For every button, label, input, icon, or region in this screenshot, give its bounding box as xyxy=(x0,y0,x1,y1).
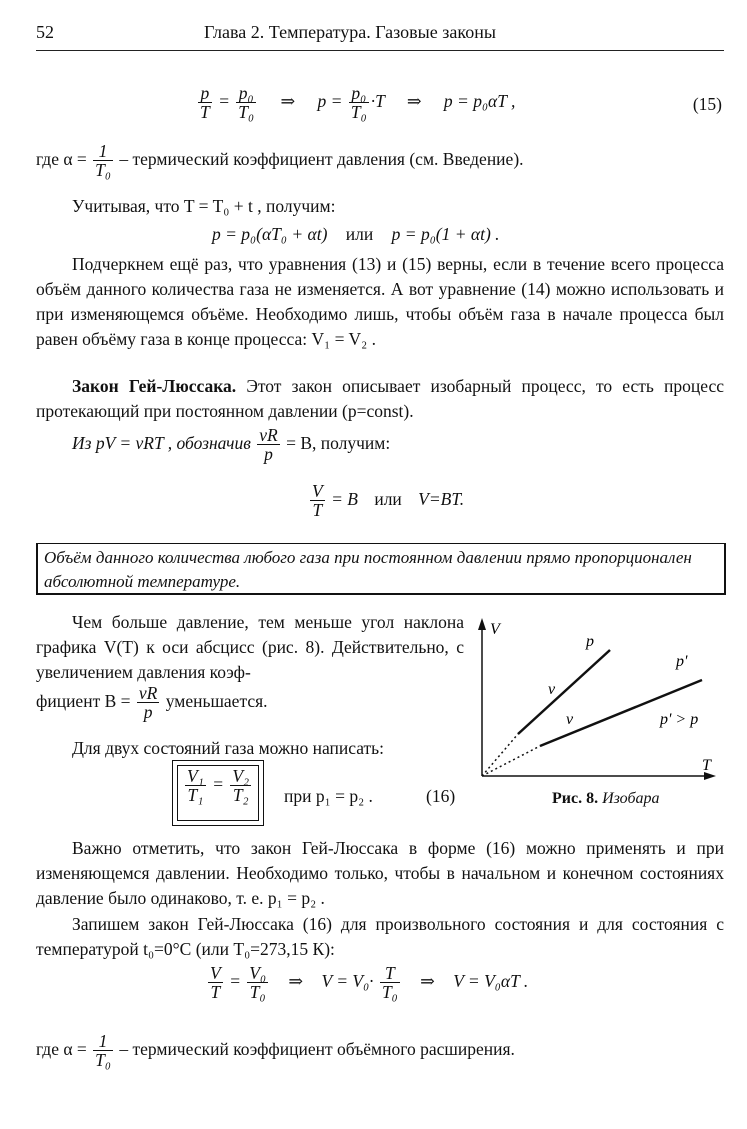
rule-box xyxy=(36,543,726,595)
equation-volume: $\frac{V}{T}$ = $\frac{\text{V₀}}{\text{T₀}}$ ⇒ V = V₀· $\frac{T}{\text{T₀}}$ ⇒ V = V₀αT . xyxy=(210,963,529,1003)
equation-vt: $\frac{V}{T}$ = B или V=BT. xyxy=(312,481,465,521)
fraction: $\frac{\text{V₂}}{\text{T₂}}$ xyxy=(232,766,250,806)
fraction: $\frac{1}{\text{T₀}}$ xyxy=(95,141,111,181)
alpha-definition: где α = $\frac{1}{\text{T₀}}$ – термический коэффициент объёмного расширения. xyxy=(36,1031,515,1071)
fraction: $\frac{\nu R}{p}$ xyxy=(259,425,278,465)
line-p xyxy=(518,650,610,734)
gay-lussac-intro: Закон Гей-Люссака. Этот закон описывает изобарный процесс, то есть процесс протекающий при постоянном давлении (p=const). xyxy=(36,376,724,421)
alpha-definition: где α = $\frac{1}{\text{T₀}}$ – термический коэффициент давления (см. Введение). xyxy=(36,141,524,181)
paragraph-emphasize: Подчеркнем ещё раз, что уравнения (13) и (15) верны, если в течение всего процесса объём данного количества газа не изменяется. А вот уравнение (14) можно использовать и при изменяющемся объёме. Необходимо лишь, чтобы объём газа в начале процесса был равен объёму газа в конце процесса: V₁ = V₂ . xyxy=(36,254,724,349)
equation-number: (16) xyxy=(426,786,456,806)
two-states-line: Для двух состояний газа можно написать: xyxy=(72,738,385,758)
label-nu: ν xyxy=(566,711,574,728)
considering-line: Учитывая, что T = T₀ + t , получим: xyxy=(72,196,336,216)
fraction: $\frac{1}{\text{T₀}}$ xyxy=(95,1031,111,1071)
fraction: $\frac{\text{p₀}}{\text{T₀}}$ xyxy=(350,83,367,123)
paragraph-slope: Чем больше давление, тем меньше угол наклона графика V(T) к оси абсцисс (рис. 8). Действительно, с увеличением давления коэф- xyxy=(36,612,464,682)
equation-number: (15) xyxy=(692,94,722,114)
line-p-prime-extrapolation xyxy=(482,746,540,776)
figure-isobar xyxy=(470,616,720,796)
fraction: $\frac{\text{p₀}}{\text{T₀}}$ xyxy=(238,83,255,123)
paragraph-important: Важно отметить, что закон Гей-Люссака в форме (16) можно применять и при изменяющемся давлении. Необходимо только, чтобы в начальном и конечном состояниях давление было одинаково, т. е. p₁ = p₂ . xyxy=(36,838,724,908)
equation-16-condition: при p₁ = p₂ . xyxy=(284,786,373,806)
fraction: $\frac{\text{V₀}}{\text{T₀}}$ xyxy=(249,963,267,1003)
chapter-title: Глава 2. Температура. Газовые законы xyxy=(204,22,496,42)
fraction: $\frac{\text{V₁}}{\text{T₁}}$ xyxy=(187,766,204,806)
label-p: p xyxy=(586,633,594,650)
page-header xyxy=(36,20,724,51)
label-nu: ν xyxy=(548,681,556,698)
label-p-prime: p' xyxy=(676,653,688,670)
coefficient-line: фициент B = $\frac{\nu R}{p}$ уменьшается. xyxy=(36,683,268,723)
fraction: $\frac{V}{T}$ xyxy=(210,963,221,1003)
page-number: 52 xyxy=(36,22,54,42)
fraction: $\frac{\nu R}{p}$ xyxy=(138,683,158,723)
fraction: $\frac{p}{T}$ xyxy=(200,83,210,123)
axis-y-label: V xyxy=(490,621,500,638)
axis-x-label: T xyxy=(702,757,711,774)
y-axis-arrow xyxy=(478,618,486,630)
label-relation: p' > p xyxy=(660,711,699,728)
equation-16-box: $\frac{\text{V₁}}{\text{T₁}}$ = $\frac{\text{V₂}}{\text{T₂}}$ xyxy=(172,760,264,826)
rule-text: Объём данного количества любого газа при постоянном давлении прямо пропорционален абсолютной температуре. xyxy=(44,548,692,591)
equation-pt: p = p₀(αT₀ + αt) или p = p₀(1 + αt) . xyxy=(212,224,500,244)
fraction: $\frac{V}{T}$ xyxy=(312,481,323,521)
fraction: $\frac{T}{\text{T₀}}$ xyxy=(381,963,398,1003)
from-pv-line: Из pV = νRT , обозначив $\frac{\nu R}{p}$ = B, получим: xyxy=(72,425,391,465)
figure-caption: Рис. 8. Изобара xyxy=(552,790,660,807)
equation-15: $\frac{p}{T}$ = $\frac{\text{p₀}}{\text{T₀}}$ ⇒ p = $\frac{\text{p₀}}{\text{T₀}}$ ·T ⇒ p = p₀αT , (15) xyxy=(200,83,722,123)
line-p-extrapolation xyxy=(482,734,518,776)
paragraph-write: Запишем закон Гей-Люссака (16) для произвольного состояния и для состояния с температурой t₀=0°С (или T₀=273,15 К): xyxy=(36,914,724,959)
